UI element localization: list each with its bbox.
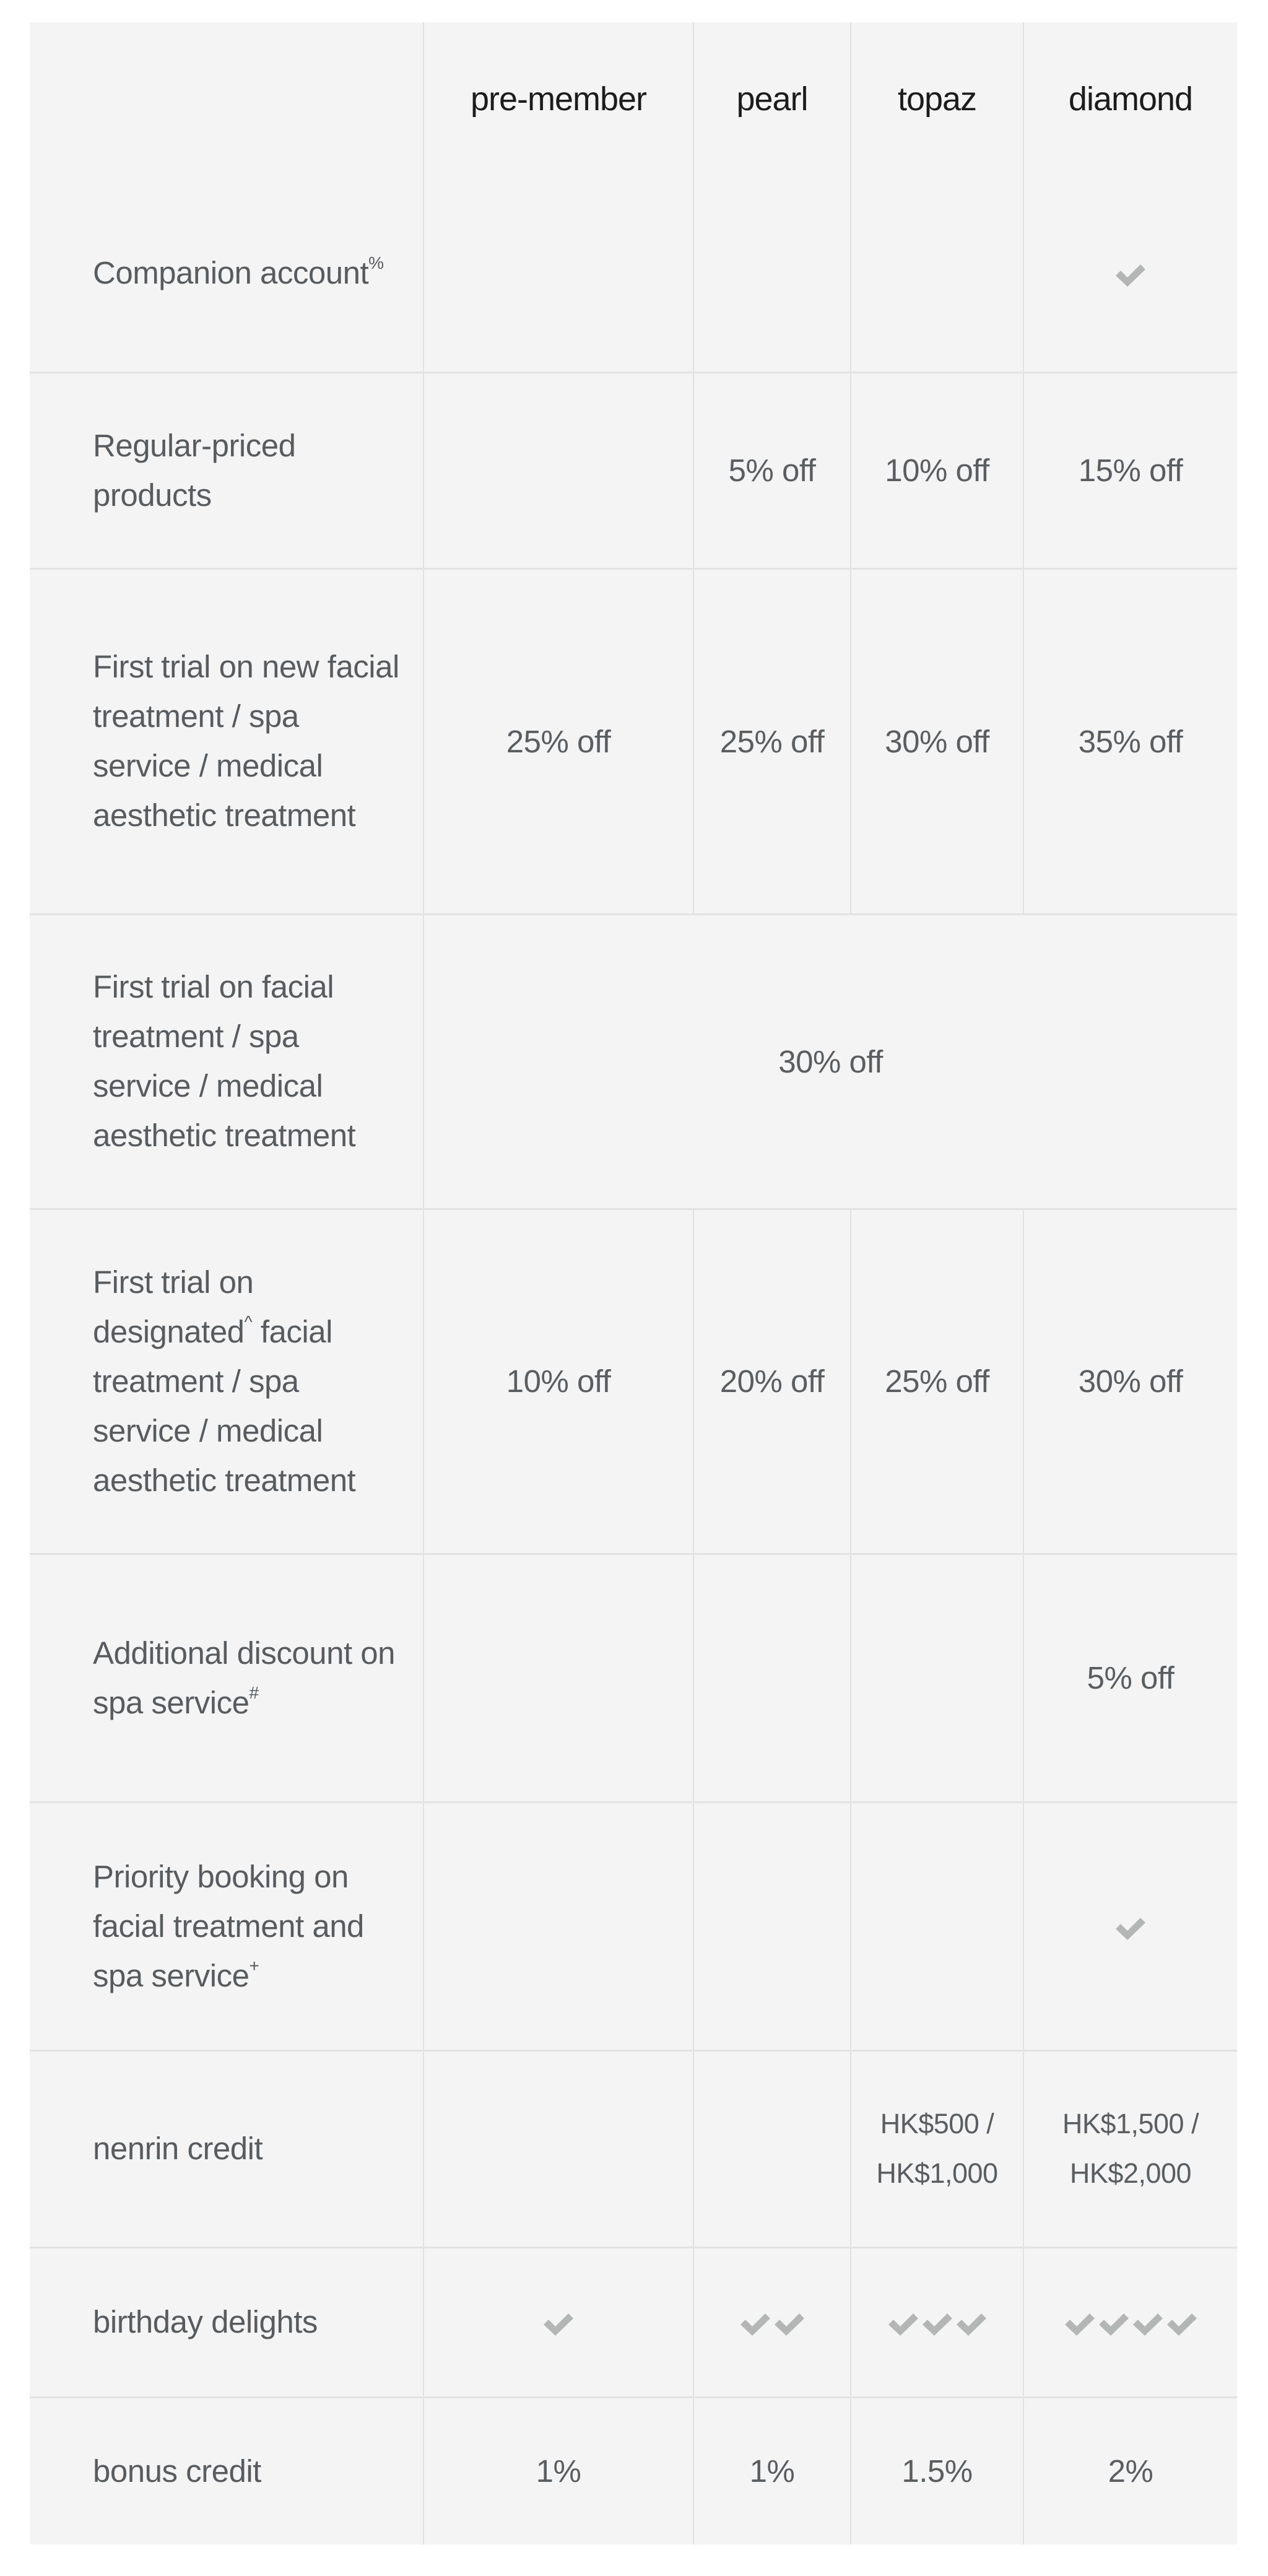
row-label: nenrin credit — [30, 2050, 423, 2247]
label-text: Additional discount on spa service — [93, 1635, 396, 1720]
checkmark-icon — [1116, 1917, 1145, 1941]
cell-diamond: 5% off — [1023, 1554, 1237, 1802]
cell-topaz: 1.5% — [851, 2397, 1023, 2544]
cell-topaz: 25% off — [851, 1209, 1023, 1554]
cell-topaz: 10% off — [851, 372, 1023, 568]
footnote-marker: + — [249, 1956, 259, 1975]
table-row-regular-priced-products — [30, 372, 1237, 568]
table-row-first-trial — [30, 914, 1237, 1209]
check-group — [1116, 1917, 1145, 1941]
cell-pearl — [693, 2247, 851, 2397]
label-text: facial treatment / spa service / medical aesthetic treatment — [93, 1313, 356, 1498]
label-text: Companion account — [93, 255, 369, 291]
checkmark-icon — [1167, 2313, 1197, 2336]
cell-pre-member — [423, 1554, 693, 1802]
cell-pre-member — [423, 372, 693, 568]
header-topaz: topaz — [851, 22, 1023, 175]
cell-pre-member: 1% — [423, 2397, 693, 2544]
header-empty — [30, 22, 423, 175]
cell-diamond — [1023, 2050, 1237, 2247]
cell-pre-member: 10% off — [423, 1209, 693, 1554]
row-label: First trial on new facial treatment / spa service / medical aesthetic treatment — [30, 568, 423, 914]
cell-diamond — [1023, 175, 1237, 372]
value-line: HK$1,000 — [876, 2157, 998, 2189]
table-row-nenrin-credit — [30, 2050, 1237, 2247]
checkmark-icon — [923, 2313, 952, 2336]
table-row-first-trial-designated — [30, 1209, 1237, 1554]
header-pearl: pearl — [693, 22, 851, 175]
checkmark-icon — [1116, 264, 1145, 287]
footnote-marker: % — [368, 253, 384, 273]
row-label — [30, 1209, 423, 1554]
table-row-first-trial-new — [30, 568, 1237, 914]
label-text: Priority booking on facial treatment and spa service — [93, 1858, 364, 1993]
checkmark-icon — [888, 2313, 918, 2336]
cell-pearl: 25% off — [693, 568, 851, 914]
cell-topaz — [851, 175, 1023, 372]
header-diamond: diamond — [1023, 22, 1237, 175]
checkmark-icon — [957, 2313, 986, 2336]
row-label — [30, 1554, 423, 1802]
check-group — [1116, 264, 1145, 287]
cell-diamond — [1023, 2247, 1237, 2397]
value-line: HK$1,500 / — [1062, 2108, 1199, 2139]
row-label — [30, 175, 423, 372]
row-label: birthday delights — [30, 2247, 423, 2397]
cell-topaz — [851, 2247, 1023, 2397]
value-line: HK$2,000 — [1069, 2157, 1192, 2189]
footnote-marker: ^ — [244, 1312, 253, 1331]
cell-all-tiers: 30% off — [423, 914, 1237, 1209]
row-label: First trial on facial treatment / spa service / medical aesthetic treatment — [30, 914, 423, 1209]
cell-pearl — [693, 175, 851, 372]
table-row-companion-account — [30, 175, 1237, 372]
cell-topaz — [851, 1554, 1023, 1802]
cell-pre-member — [423, 1802, 693, 2050]
cell-topaz — [851, 1802, 1023, 2050]
cell-pearl — [693, 1802, 851, 2050]
membership-tier-table — [30, 22, 1237, 2544]
value-line: HK$500 / — [880, 2108, 994, 2139]
table-row-additional-discount — [30, 1554, 1237, 1802]
cell-pearl — [693, 1554, 851, 1802]
footnote-marker: # — [249, 1682, 259, 1702]
cell-diamond: 2% — [1023, 2397, 1237, 2544]
cell-pre-member — [423, 2247, 693, 2397]
checkmark-icon — [775, 2313, 804, 2336]
row-label — [30, 1802, 423, 2050]
checkmark-icon — [740, 2313, 770, 2336]
table-row-birthday-delights — [30, 2247, 1237, 2397]
cell-pre-member — [423, 175, 693, 372]
cell-pearl: 1% — [693, 2397, 851, 2544]
cell-pearl — [693, 2050, 851, 2247]
checkmark-icon — [544, 2313, 573, 2336]
cell-topaz: 30% off — [851, 568, 1023, 914]
check-group — [888, 2313, 986, 2336]
check-group — [740, 2313, 804, 2336]
cell-diamond: 35% off — [1023, 568, 1237, 914]
header-pre-member: pre-member — [423, 22, 693, 175]
cell-pre-member — [423, 2050, 693, 2247]
cell-pearl: 5% off — [693, 372, 851, 568]
check-group — [1065, 2313, 1197, 2336]
cell-pre-member: 25% off — [423, 568, 693, 914]
row-label: Regular-priced products — [30, 372, 423, 568]
checkmark-icon — [1065, 2313, 1095, 2336]
table-row-priority-booking — [30, 1802, 1237, 2050]
label-text: First trial on designated — [93, 1264, 254, 1349]
checkmark-icon — [1099, 2313, 1129, 2336]
row-label: bonus credit — [93, 2453, 261, 2489]
cell-diamond — [1023, 1802, 1237, 2050]
checkmark-icon — [1133, 2313, 1163, 2336]
table-row-bonus-credit — [30, 2397, 1237, 2544]
cell-diamond: 30% off — [1023, 1209, 1237, 1554]
check-group — [544, 2313, 573, 2336]
cell-topaz — [851, 2050, 1023, 2247]
cell-pearl: 20% off — [693, 1209, 851, 1554]
header-row — [30, 22, 1237, 175]
cell-diamond: 15% off — [1023, 372, 1237, 568]
